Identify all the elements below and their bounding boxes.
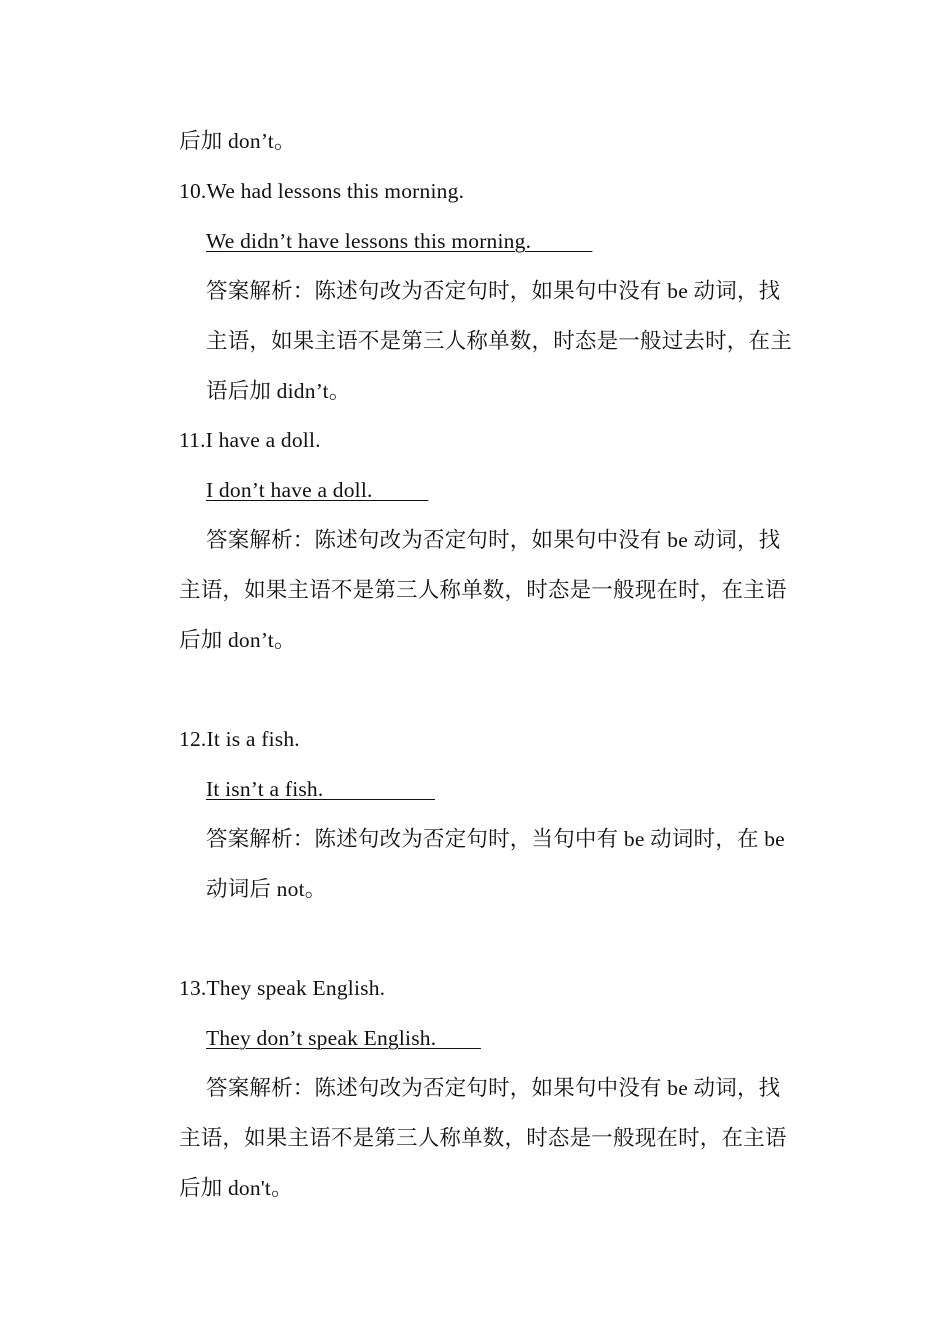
explanation-11-line-1: 答案解析：陈述句改为否定句时，如果句中没有 be 动词，找 — [206, 528, 781, 552]
explanation-10-line-2: 主语，如果主语不是第三人称单数，时态是一般过去时，在主 — [206, 329, 792, 353]
explanation-12-line-1: 答案解析：陈述句改为否定句时，当句中有 be 动词时，在 be — [206, 827, 785, 851]
question-10: 10.We had lessons this morning. — [179, 179, 465, 203]
answer-10: We didn’t have lessons this morning. — [206, 229, 593, 253]
explanation-13-line-3: 后加 don't。 — [179, 1176, 293, 1200]
question-11: 11.I have a doll. — [179, 428, 321, 452]
explanation-13-line-2: 主语，如果主语不是第三人称单数，时态是一般现在时，在主语 — [179, 1126, 787, 1150]
question-12: 12.It is a fish. — [179, 727, 300, 751]
explanation-11-line-3: 后加 don’t。 — [179, 628, 296, 652]
answer-11: I don’t have a doll. — [206, 478, 429, 502]
question-13: 13.They speak English. — [179, 976, 386, 1000]
explanation-10-line-1: 答案解析：陈述句改为否定句时，如果句中没有 be 动词，找 — [206, 279, 781, 303]
explanation-11-line-2: 主语，如果主语不是第三人称单数，时态是一般现在时，在主语 — [179, 578, 787, 602]
explanation-13-line-1: 答案解析：陈述句改为否定句时，如果句中没有 be 动词，找 — [206, 1076, 781, 1100]
explanation-12-line-2: 动词后 not。 — [206, 877, 327, 901]
answer-13: They don’t speak English. — [206, 1026, 481, 1050]
explanation-10-line-3: 语后加 didn’t。 — [206, 379, 351, 403]
text-line-continuation: 后加 don’t。 — [179, 129, 296, 153]
answer-12: It isn’t a fish. — [206, 777, 435, 801]
